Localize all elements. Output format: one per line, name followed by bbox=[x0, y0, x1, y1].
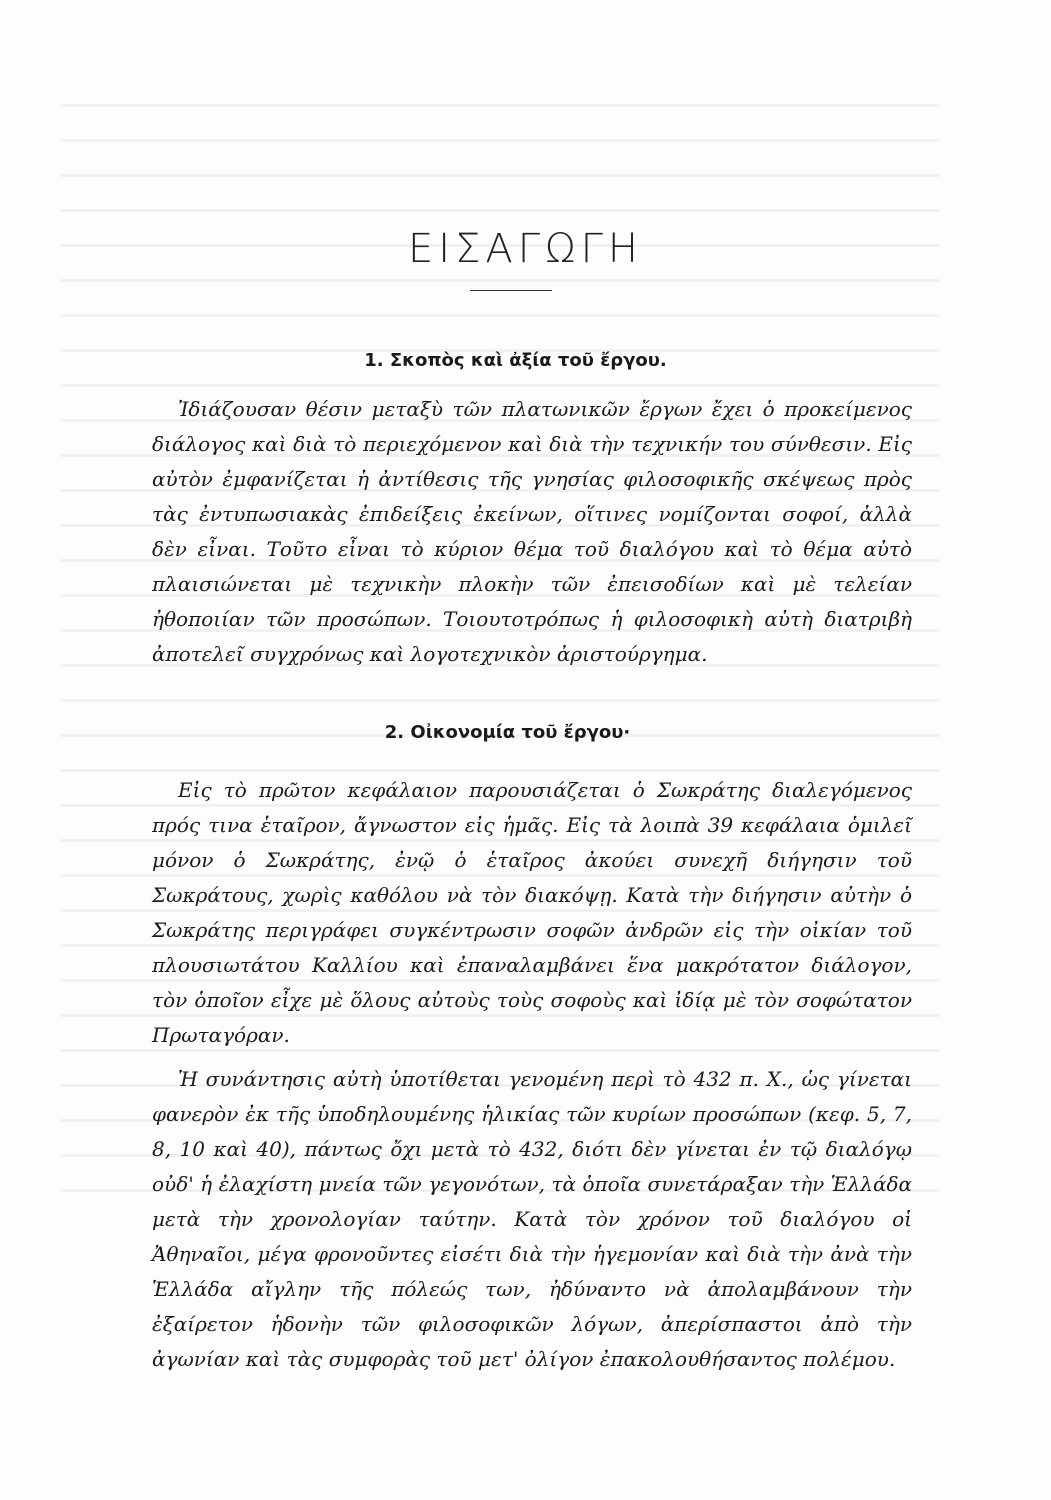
section-heading-1: 1. Σκοπὸς καὶ ἀξία τοῦ ἔργου. bbox=[364, 350, 667, 371]
section-1-paragraph-1 bbox=[152, 392, 912, 707]
title-rule bbox=[470, 290, 552, 291]
page-title: ΕΙΣΑΓΩΓΗ bbox=[408, 226, 643, 272]
section-heading-2: 2. Οἰκονομία τοῦ ἔργου· bbox=[384, 722, 631, 743]
paragraph-text: Εἰς τὸ πρῶτον κεφάλαιον παρουσιάζεται ὁ Σωκράτης διαλεγόμενος πρός τινα ἑταῖρον, ἄγνωστον εἰς ἡμᾶς. Εἰς τὰ λοιπὰ 39 κεφάλαια ὁμιλεῖ μόνον ὁ Σωκράτης, ἐνῷ ὁ ἑταῖρος ἀκούει συνεχῆ διήγησιν τοῦ Σωκράτους, χωρὶς καθόλου νὰ τὸν διακόψῃ. Κατὰ τὴν διήγησιν αὐτὴν ὁ Σωκράτης περιγράφει συγκέντρωσιν σοφῶν ἀνδρῶν εἰς τὴν οἰκίαν τοῦ πλουσιωτάτου Καλλίου καὶ ἐπαναλαμβάνει ἕνα μακρότατον διάλογον, τὸν ὁποῖον εἶχε μὲ ὅλους αὐτοὺς τοὺς σοφοὺς καὶ ἰδίᾳ μὲ τὸν σοφώτατον Πρωταγόραν. bbox=[152, 778, 912, 1047]
section-2-paragraph-1 bbox=[152, 773, 912, 1053]
section-2-paragraph-2 bbox=[152, 1062, 912, 1412]
paragraph-text: Ἡ συνάντησις αὐτὴ ὑποτίθεται γενομένη περὶ τὸ 432 π. Χ., ὡς γίνεται φανερὸν ἐκ τῆς ὑποδηλουμένης ἡλικίας τῶν κυρίων προσώπων (κεφ. 5, 7, 8, 10 καὶ 40), πάντως ὄχι μετὰ τὸ 432, διότι δὲν γίνεται ἐν τῷ διαλόγῳ οὐδ' ἡ ἐλαχίστη μνεία τῶν γεγονότων, τὰ ὁποῖα συνετάραξαν τὴν Ἑλλάδα μετὰ τὴν χρονολογίαν ταύτην. Κατὰ τὸν χρόνον τοῦ διαλόγου οἱ Ἀθηναῖοι, μέγα φρονοῦντες εἰσέτι διὰ τὴν ἡγεμονίαν καὶ διὰ τὴν ἀνὰ τὴν Ἑλλάδα αἴγλην τῆς πόλεώς των, ἠδύναντο νὰ ἀπολαμβάνουν τὴν ἐξαίρετον ἡδονὴν τῶν φιλοσοφικῶν λόγων, ἀπερίσπαστοι ἀπὸ τὴν ἀγωνίαν καὶ τὰς συμφορὰς τοῦ μετ' ὀλίγον ἐπακολουθήσαντος πολέμου. bbox=[152, 1067, 912, 1371]
paragraph-text: Ἰδιάζουσαν θέσιν μεταξὺ τῶν πλατωνικῶν ἔργων ἔχει ὁ προκείμενος διάλογος καὶ διὰ τὸ περιεχόμενον καὶ διὰ τὴν τεχνικήν του σύνθεσιν. Εἰς αὐτὸν ἐμφανίζεται ἡ ἀντίθεσις τῆς γνησίας φιλοσοφικῆς σκέψεως πρὸς τὰς ἐντυπωσιακὰς ἐπιδείξεις ἐκείνων, οἵτινες νομίζονται σοφοί, ἀλλὰ δὲν εἶναι. Τοῦτο εἶναι τὸ κύριον θέμα τοῦ διαλόγου καὶ τὸ θέμα αὐτὸ πλαισιώνεται μὲ τεχνικὴν πλοκὴν τῶν ἐπεισοδίων καὶ μὲ τελείαν ἠθοποιίαν τῶν προσώπων. Τοιουτοτρόπως ἡ φιλοσοφικὴ αὐτὴ διατριβὴ ἀποτελεῖ συγχρόνως καὶ λογοτεχνικὸν ἀριστούργημα. bbox=[152, 397, 912, 666]
